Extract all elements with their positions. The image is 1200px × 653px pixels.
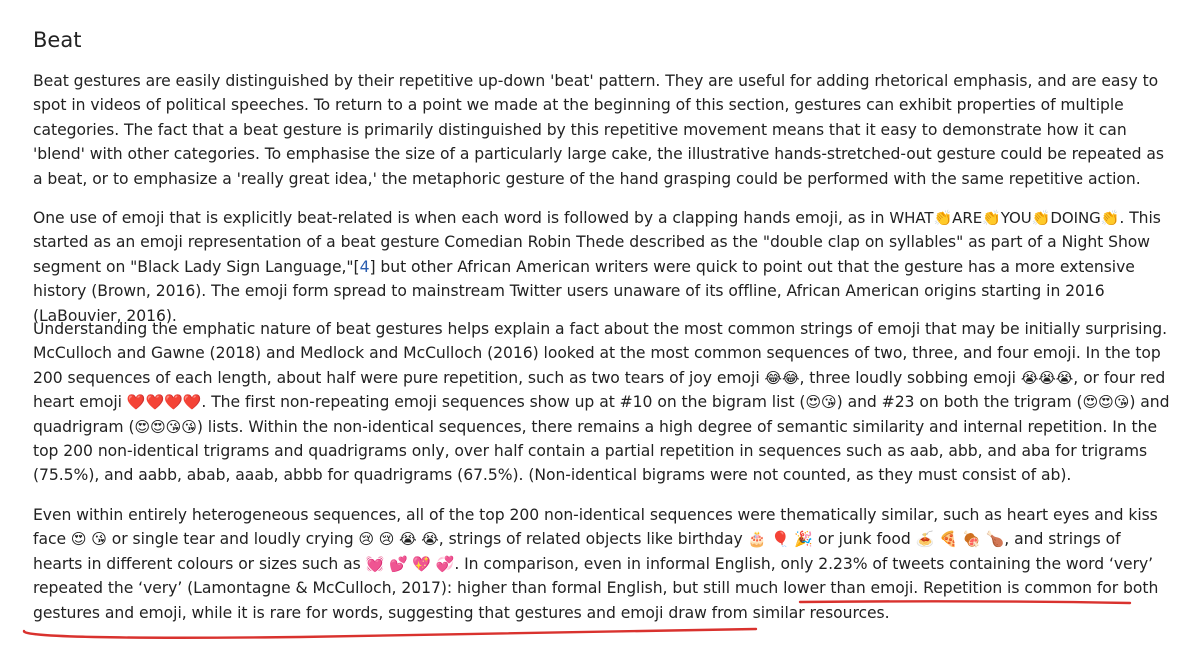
emoji-crying: 😢 😢 😭 😭 <box>358 530 439 549</box>
paragraph-text: ) and #23 on both the trigram ( <box>836 393 1083 412</box>
highlighted-sentence: Repetition is common for both gestures and emoji, while it is rare for words, suggesting that gestures and emoji draw from similar resources. <box>33 579 1159 622</box>
underline-stroke-bottom <box>24 629 756 638</box>
emoji-hearts: 💓 💕 💖 💞 <box>365 554 455 573</box>
emoji-heart-eyes-kiss: 😍 😘 <box>70 530 107 549</box>
paragraph-text: Beat gestures are easily distinguished by their repetitive up-down 'beat' pattern. They are useful for adding rhetorical emphasis, and are easy to spot in videos of political speeches. To return to a point we made at the beginning of this section, gestures can exhibit properties of multiple categories. The fact that a beat gesture is primarily distinguished by this repetitive movement means that it easy to demonstrate how it can 'blend' with other categories. To emphasise the size of a particularly large cake, the illustrative hands-stretched-out gesture could be repeated as a beat, or to emphasize a 'really great idea,' the metaphoric gesture of the hand grasping could be performed with the same repetitive action. <box>33 72 1164 188</box>
paragraph-emoji-sequences <box>33 317 1173 488</box>
footnote-link[interactable]: 4 <box>359 257 370 276</box>
emoji-loudly-sobbing: 😭😭😭 <box>1020 368 1074 387</box>
paragraph-text: Even within entirely heterogeneous sequences, all of the top 200 non-identical sequences were thematically similar, such as heart eyes and kiss face <box>33 506 1158 549</box>
paragraph-clapping-emoji <box>33 206 1173 328</box>
paragraph-text: . This started as an emoji representation of a beat gesture Comedian Robin Thede described as the "double clap on syllables" as part of a Night Show segment on "Black Lady Sign Language,"[ <box>33 209 1161 276</box>
paragraph-text: One use of emoji that is explicitly beat-related is when each word is followed by a clapping hands emoji, as in <box>33 209 890 227</box>
paragraph-heterogeneous <box>33 503 1173 625</box>
section-heading: Beat <box>33 28 82 52</box>
paragraph-beat-intro <box>33 69 1173 191</box>
emoji-bigram: 😍😘 <box>805 393 837 412</box>
paragraph-text: or junk food <box>812 530 916 549</box>
emoji-birthday: 🎂 🎈 🎉 <box>747 530 813 549</box>
paragraph-text: ] but other African American writers were quick to point out that the gesture has a more extensive history (Brown, 2016). The emoji form spread to mainstream Twitter users unaware of its offline, African American origins starting in 2016 (LaBouvier, 2016). <box>33 257 1135 325</box>
paragraph-text: , or four red heart emoji <box>33 368 1166 412</box>
paragraph-text: Understanding the emphatic nature of beat gestures helps explain a fact about the most common strings of emoji that may be initially surprising. McCulloch and Gawne (2018) and Medlock and McCulloch (2016) looked at the most common sequences of two, three, and four emoji. In the top 200 sequences of each length, about half were pure repetition, such as two tears of joy emoji <box>33 320 1168 387</box>
paragraph-text: or single tear and loudly crying <box>106 530 359 549</box>
paragraph-text: , three loudly sobbing emoji <box>799 368 1021 387</box>
emoji-junk-food: 🍝 🍕 🍖 🍗 <box>915 530 1005 549</box>
paragraph-text: . The first non-repeating emoji sequences show up at #10 on the bigram list ( <box>201 393 806 412</box>
paragraph-text: , and strings of hearts in different colours or sizes such as <box>33 530 1121 573</box>
paragraph-text: ) lists. Within the non-identical sequences, there remains a high degree of semantic similarity and internal repetition. In the top 200 non-identical trigrams and quadrigrams only, over half contain a partial repetition in sequences such as aab, abb, and aba for trigrams (75.5%), and aabb, abab, aaab, abbb for quadrigrams (67.5%). (Non-identical bigrams were not counted, as they must consist of ab). <box>33 417 1157 485</box>
emoji-trigram: 😍😍😘 <box>1082 393 1130 412</box>
emoji-red-hearts: ❤️❤️❤️❤️ <box>126 393 202 412</box>
paragraph-text: . In comparison, even in informal English, only 2.23% of tweets containing the word ‘very’ repeated the ‘very’ (Lamontagne & McCulloch, 2017): higher than formal English, but still much lower than emoji. <box>33 554 1154 598</box>
emoji-quadrigram: 😍😍😘😘 <box>134 417 197 436</box>
paragraph-text: ) and quadrigram ( <box>33 393 1170 436</box>
emoji-tears-of-joy: 😂😂 <box>764 368 800 387</box>
paragraph-text: , strings of related objects like birthday <box>438 530 748 549</box>
clap-sequence: WHAT👏ARE👏YOU👏DOING👏 <box>889 209 1120 227</box>
